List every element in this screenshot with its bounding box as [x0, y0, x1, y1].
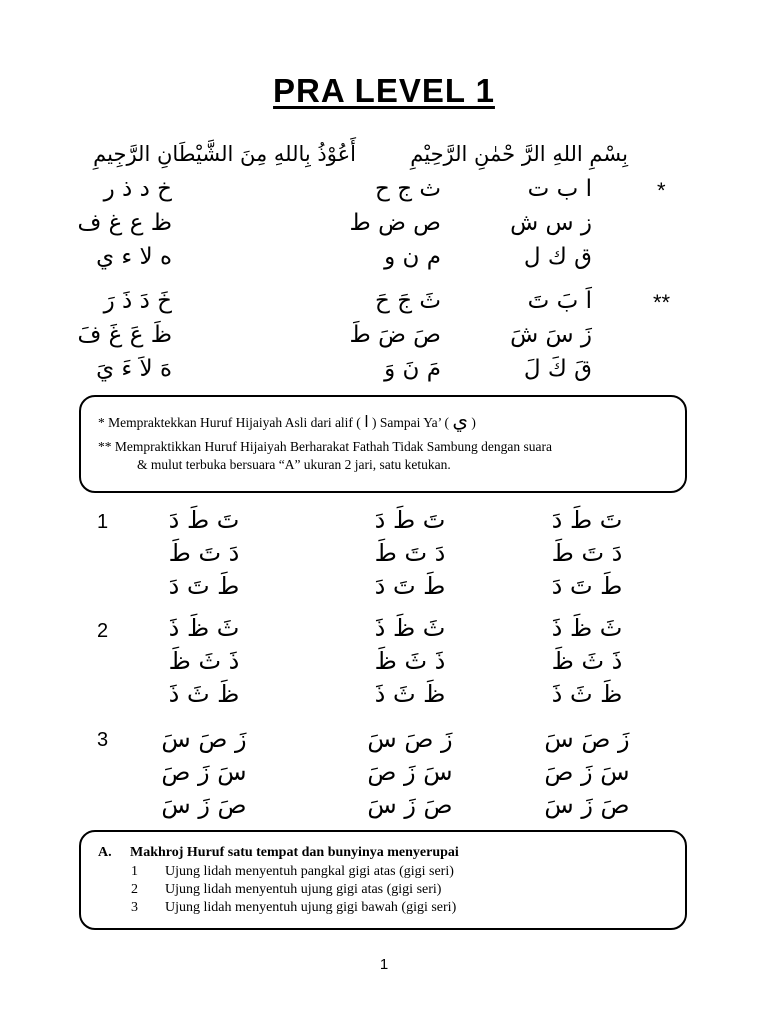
note-text: * Mempraktekkan Huruf Hijaiyah Asli dari alif (	[98, 415, 361, 430]
exercise-line: ظَ ثَ ذَ	[374, 680, 446, 708]
letter-group: ا ب ت	[527, 176, 592, 202]
taawudz-text: أَعُوْذُ بِاللهِ مِنَ الشَّيْطَانِ الرَّجِيمِ	[93, 142, 356, 166]
letter-group: قَ كَ لَ	[523, 356, 592, 382]
exercise-column	[512, 504, 662, 603]
letter-group: ثَ جَ حَ	[375, 288, 441, 314]
exercise-line: دَ تَ طَ	[168, 539, 240, 567]
note-text: ) Sampai Ya’ (	[372, 415, 450, 430]
exercise-line: دَ تَ طَ	[374, 539, 446, 567]
exercise-line: ذَ ثَ ظَ	[168, 647, 240, 675]
exercise-line: ثَ ظَ ذَ	[374, 614, 446, 642]
letter-group: ظَ عَ غَ فَ	[77, 322, 172, 348]
exercise-line: صَ زَ سَ	[161, 791, 247, 819]
makhroj-heading: Makhroj Huruf satu tempat dan bunyinya menyerupai	[130, 845, 459, 860]
exercise-line: تَ طَ دَ	[168, 506, 240, 534]
note-text: )	[471, 415, 476, 430]
basmalah-text: بِسْمِ اللهِ الرَّ حْمٰنِ الرَّحِيْمِ	[410, 142, 628, 166]
letter-group: ز س ش	[510, 210, 592, 236]
exercise-line: سَ زَ صَ	[367, 758, 453, 786]
exercise-column	[335, 504, 485, 603]
letter-group: ث ج ح	[375, 176, 441, 202]
exercise-column	[335, 612, 485, 711]
exercise-line: طَ تَ دَ	[374, 572, 446, 600]
makhroj-item-number: 1	[131, 864, 138, 879]
makhroj-item-number: 3	[131, 900, 138, 915]
ya-letter: ي	[452, 408, 469, 432]
exercise-line: تَ طَ دَ	[374, 506, 446, 534]
page-title: PRA LEVEL 1	[273, 72, 495, 109]
page-number: 1	[379, 956, 389, 973]
exercise-column	[129, 723, 279, 822]
letter-group: م ن و	[384, 244, 441, 270]
makhroj-label: A.	[98, 845, 112, 860]
exercise-column	[512, 723, 662, 822]
exercise-column	[512, 612, 662, 711]
exercise-line: زَ صَ سَ	[544, 725, 630, 753]
exercise-line: ثَ ظَ ذَ	[551, 614, 623, 642]
exercise-line: ثَ ظَ ذَ	[168, 614, 240, 642]
exercise-line: ذَ ثَ ظَ	[551, 647, 623, 675]
exercise-line: زَ صَ سَ	[161, 725, 247, 753]
exercise-line: سَ زَ صَ	[544, 758, 630, 786]
section-marker-asli: *	[657, 178, 666, 203]
exercise-number: 2	[97, 620, 109, 642]
letter-group: هَ لاَ ءَ يَ	[96, 356, 172, 382]
letter-group: خ د ذ ر	[103, 176, 172, 202]
exercise-column	[129, 504, 279, 603]
letter-group: ظ ع غ ف	[77, 210, 172, 236]
letter-group: ق ك ل	[523, 244, 592, 270]
letter-group: خَ دَ ذَ رَ	[103, 288, 172, 314]
exercise-line: ظَ ثَ ذَ	[551, 680, 623, 708]
letter-group: مَ نَ وَ	[384, 356, 441, 382]
letter-group: ص ض ط	[349, 210, 441, 236]
alif-letter: ا	[364, 412, 369, 431]
letter-group: اَ بَ تَ	[527, 288, 592, 314]
exercise-line: ذَ ثَ ظَ	[374, 647, 446, 675]
exercise-line: زَ صَ سَ	[367, 725, 453, 753]
makhroj-item-text: Ujung lidah menyentuh pangkal gigi atas (gigi seri)	[165, 864, 454, 879]
section-marker-fathah: **	[653, 290, 671, 315]
exercise-line: سَ زَ صَ	[161, 758, 247, 786]
makhroj-item-number: 2	[131, 882, 138, 897]
makhroj-item-text: Ujung lidah menyentuh ujung gigi bawah (gigi seri)	[165, 900, 457, 915]
letter-group: زَ سَ شَ	[510, 322, 592, 348]
note-line-asli	[98, 408, 476, 432]
makhroj-item-text: Ujung lidah menyentuh ujung gigi atas (gigi seri)	[165, 882, 442, 897]
exercise-line: صَ زَ سَ	[367, 791, 453, 819]
exercise-line: تَ طَ دَ	[551, 506, 623, 534]
exercise-line: ظَ ثَ ذَ	[168, 680, 240, 708]
exercise-number: 1	[97, 511, 109, 533]
exercise-line: صَ زَ سَ	[544, 791, 630, 819]
exercise-line: طَ تَ دَ	[168, 572, 240, 600]
exercise-line: طَ تَ دَ	[551, 572, 623, 600]
exercise-number: 3	[97, 729, 109, 751]
note-line-fathah: ** Mempraktikkan Huruf Hijaiyah Berharakat Fathah Tidak Sambung dengan suara	[98, 439, 553, 454]
letter-group: ه لا ء ي	[96, 244, 172, 270]
note-line-fathah-cont: & mulut terbuka bersuara “A” ukuran 2 jari, satu ketukan.	[137, 457, 451, 472]
letter-group: صَ ضَ طَ	[349, 322, 441, 348]
exercise-column	[129, 612, 279, 711]
exercise-line: دَ تَ طَ	[551, 539, 623, 567]
exercise-column	[335, 723, 485, 822]
